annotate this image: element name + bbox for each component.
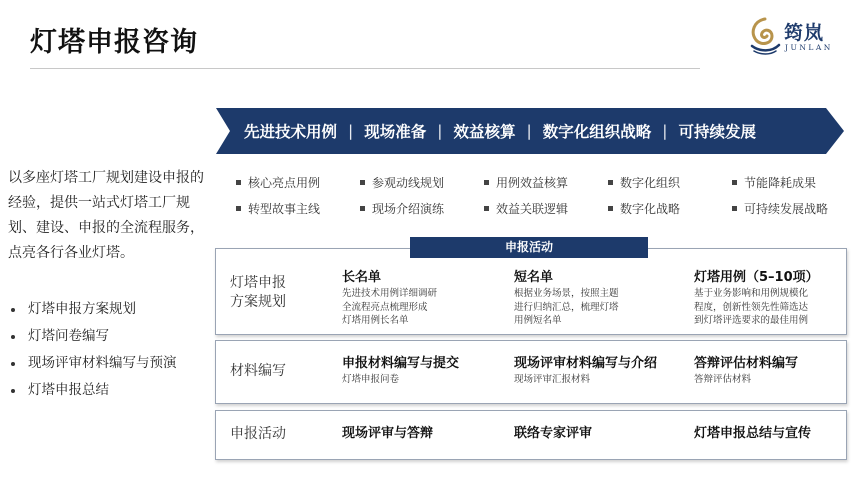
service-item: 灯塔问卷编写 xyxy=(8,323,177,350)
brand-logo xyxy=(748,14,848,58)
col-desc: 灯塔申报问卷 xyxy=(342,374,400,385)
col-title: 联络专家评审 xyxy=(514,426,593,441)
banner-separator: | xyxy=(662,122,668,140)
highlight-item: 数字化组织 xyxy=(606,174,730,192)
title-divider xyxy=(30,68,700,69)
service-item: 灯塔申报总结 xyxy=(8,377,177,404)
highlight-item: 数字化战略 xyxy=(606,200,730,218)
highlight-item: 转型故事主线 xyxy=(234,200,358,218)
highlight-item: 参观动线规划 xyxy=(358,174,482,192)
banner-separator: | xyxy=(437,122,443,140)
col-desc: 根据业务场景，按照主题 xyxy=(514,288,619,299)
banner-item: 可持续发展 xyxy=(678,123,757,141)
plan-col-short-list xyxy=(514,269,619,328)
col-desc: 先进技术用例详细调研 xyxy=(342,288,438,299)
banner-item: 效益核算 xyxy=(453,123,516,141)
materials-col-submission xyxy=(342,355,459,387)
row-materials xyxy=(215,340,847,404)
col-desc: 灯塔用例长名单 xyxy=(342,315,409,326)
logo-name-cn: 筠岚 xyxy=(784,22,825,44)
col-title: 灯塔申报总结与宣传 xyxy=(694,426,812,441)
highlight-item: 现场介绍演练 xyxy=(358,200,482,218)
highlight-item: 效益关联逻辑 xyxy=(482,200,606,218)
col-desc: 现场评审汇报材料 xyxy=(514,374,591,385)
row-label-line: 灯塔申报 xyxy=(230,275,286,291)
materials-col-defense xyxy=(694,355,798,387)
row-label-line: 材料编写 xyxy=(230,363,286,379)
col-desc: 基于业务影响和用例规模化 xyxy=(694,288,809,299)
plan-col-long-list xyxy=(342,269,437,328)
col-title: 短名单 xyxy=(514,270,554,285)
banner-items xyxy=(244,108,816,154)
logo-name-en: JUNLAN xyxy=(785,43,833,52)
highlight-item: 节能降耗成果 xyxy=(730,174,834,192)
banner-separator: | xyxy=(526,122,532,140)
col-title: 答辩评估材料编写 xyxy=(694,356,799,371)
activities-col-review xyxy=(342,425,433,443)
banner-separator: | xyxy=(348,122,354,140)
logo-swirl-icon xyxy=(748,16,782,56)
row-label xyxy=(230,362,286,381)
col-desc: 用例短名单 xyxy=(514,315,562,326)
col-desc: 全流程亮点梳理形成 xyxy=(342,301,428,313)
highlight-item: 可持续发展战略 xyxy=(730,200,834,218)
intro-text: 以多座灯塔工厂规划建设申报的经验，提供一站式灯塔工厂规划、建设、申报的全流程服务，点亮各行各业灯塔。 xyxy=(8,170,204,261)
row-label-line: 方案规划 xyxy=(230,294,286,310)
activity-tag: 申报活动 xyxy=(410,237,648,258)
highlight-grid xyxy=(234,174,834,218)
materials-col-onsite xyxy=(514,355,657,387)
service-item: 灯塔申报方案规划 xyxy=(8,296,177,323)
banner-item: 先进技术用例 xyxy=(244,123,338,141)
row-plan xyxy=(215,248,847,335)
service-list xyxy=(8,296,177,404)
activities-col-summary xyxy=(694,425,811,443)
service-item: 现场评审材料编写与预演 xyxy=(8,350,177,377)
highlight-item: 用例效益核算 xyxy=(482,174,606,192)
col-title: 现场评审材料编写与介绍 xyxy=(514,356,658,371)
col-title: 灯塔用例（5–10项） xyxy=(694,270,819,285)
banner-item: 现场准备 xyxy=(364,123,427,141)
col-desc: 到灯塔评选要求的最佳用例 xyxy=(694,315,809,326)
banner-item: 数字化组织战略 xyxy=(542,123,652,141)
col-title: 现场评审与答辩 xyxy=(342,426,434,441)
row-label-line: 申报活动 xyxy=(230,426,286,442)
row-label xyxy=(230,274,286,312)
highlight-item: 核心亮点用例 xyxy=(234,174,358,192)
activities-col-experts xyxy=(514,425,592,443)
col-desc: 进行归纳汇总，梳理灯塔 xyxy=(514,301,619,313)
col-desc: 答辩评估材料 xyxy=(694,374,752,385)
page-title: 灯塔申报咨询 xyxy=(30,27,198,58)
stage-banner xyxy=(216,108,844,154)
row-activities xyxy=(215,410,847,460)
row-label xyxy=(230,425,286,444)
plan-col-lighthouse-cases xyxy=(694,269,819,328)
col-title: 申报材料编写与提交 xyxy=(342,356,460,371)
col-desc: 程度，创新性领先性筛选达 xyxy=(694,301,809,313)
col-title: 长名单 xyxy=(342,270,382,285)
